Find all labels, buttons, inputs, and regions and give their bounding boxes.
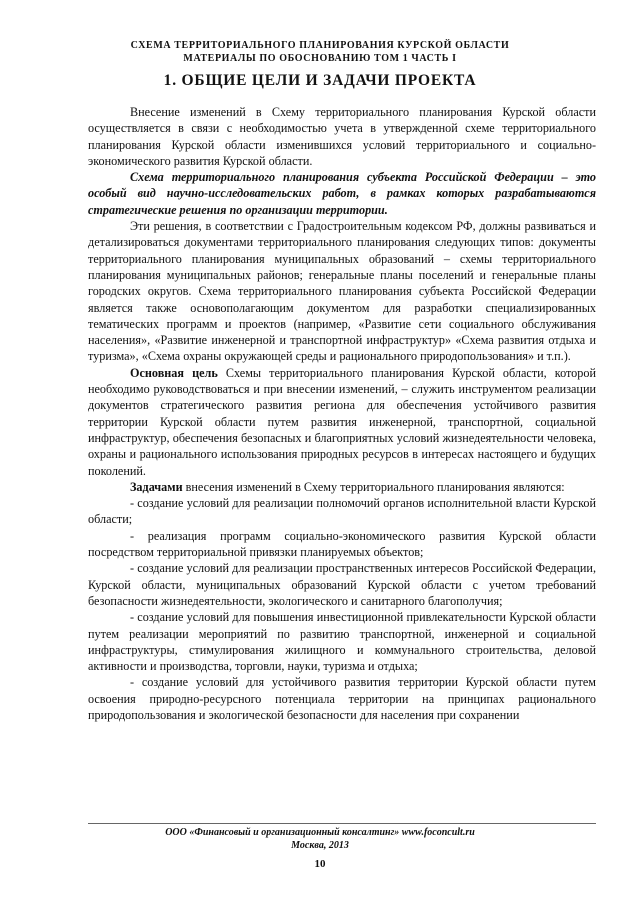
- task-item: - создание условий для реализации полномочий органов исполнительной власти Курской области;: [88, 496, 596, 527]
- paragraph-main-goal: [88, 365, 596, 479]
- running-header-subtitle: МАТЕРИАЛЫ ПО ОБОСНОВАНИЮ ТОМ 1 ЧАСТЬ I: [183, 53, 457, 64]
- task-item: - создание условий для реализации пространственных интересов Российской Федерации, Курской области, муниципальных образований Курской области с учетом требований безопасности жизнедеятельности, экологического и санитарного благополучия;: [88, 561, 596, 608]
- page-number: 10: [314, 858, 326, 870]
- footer-divider: [88, 823, 596, 824]
- running-header-title: СХЕМА ТЕРРИТОРИАЛЬНОГО ПЛАНИРОВАНИЯ КУРСКОЙ ОБЛАСТИ: [130, 40, 510, 51]
- section-title: 1. ОБЩИЕ ЦЕЛИ И ЗАДАЧИ ПРОЕКТА: [163, 72, 477, 89]
- section-body: [88, 104, 596, 723]
- paragraph-intro: Внесение изменений в Схему территориального планирования Курской области осуществляется в связи с необходимостью учета в утвержденной схеме территориального планирования Курской области изменившихся условий территориального и социально-экономического развития Курской области.: [88, 105, 596, 168]
- footer-company: ООО «Финансовый и организационный консалтинг» www.foconcult.ru: [165, 827, 475, 838]
- task-item: - реализация программ социально-экономического развития Курской области посредством территориальной привязки планируемых объектов;: [88, 528, 596, 560]
- tasks-label: Задачами: [130, 479, 183, 494]
- paragraph-tasks: [88, 479, 596, 495]
- main-goal-text: Схемы территориального планирования Курской области, которой необходимо руководствоваться и при внесении изменений, – служить инструментом реализации документов стратегического развития региона для обеспечения устойчивого развития территории Курской области путем развития инженерной, транспортной, социальной инфраструктур, обеспечения безопасных и благоприятных условий жизнедеятельности человека, охраны и рационального использования природных ресурсов в интересах настоящего и будущих поколений.: [88, 365, 596, 478]
- tasks-text: внесения изменений в Схему территориального планирования являются:: [182, 479, 565, 494]
- paragraph-decisions: Эти решения, в соответствии с Градостроительным кодексом РФ, должны развиваться и детализироваться документами территориального планирования следующих типов: документы территориального планирования муниципальных образований – схемы территориального планирования муниципальных районов; генеральные планы поселений и генеральные планы городских округов. Схема территориального планирования субъекта Российской Федерации является также основополагающим документом для разработки специализированных тематических программ и проектов (например, «Развитие сети социального обслуживания населения», «Развитие инженерной и транспортной инфраструктур» «Схема развития отдыха и туризма», «Схема охраны окружающей среды и рационального природопользования» и т.п.).: [88, 219, 596, 364]
- paragraph-definition: Схема территориального планирования субъекта Российской Федерации – это особый вид научно-исследовательских работ, в рамках которых разрабатываются стратегические решения по организации территории.: [88, 170, 596, 217]
- main-goal-label: Основная цель: [130, 365, 218, 380]
- footer-city-year: Москва, 2013: [291, 840, 349, 851]
- task-item: - создание условий для устойчивого развития территории Курской области путем освоения природно-ресурсного потенциала территории на принципах рационального природопользования и экологической безопасности для населения при сохранении: [88, 675, 596, 722]
- task-item: - создание условий для повышения инвестиционной привлекательности Курской области путем реализации мероприятий по развитию транспортной, инженерной и социальной инфраструктуры, стимулирования жилищного и коммунального строительства, деловой активности и производства, торговли, науки, туризма и отдыха;: [88, 610, 596, 674]
